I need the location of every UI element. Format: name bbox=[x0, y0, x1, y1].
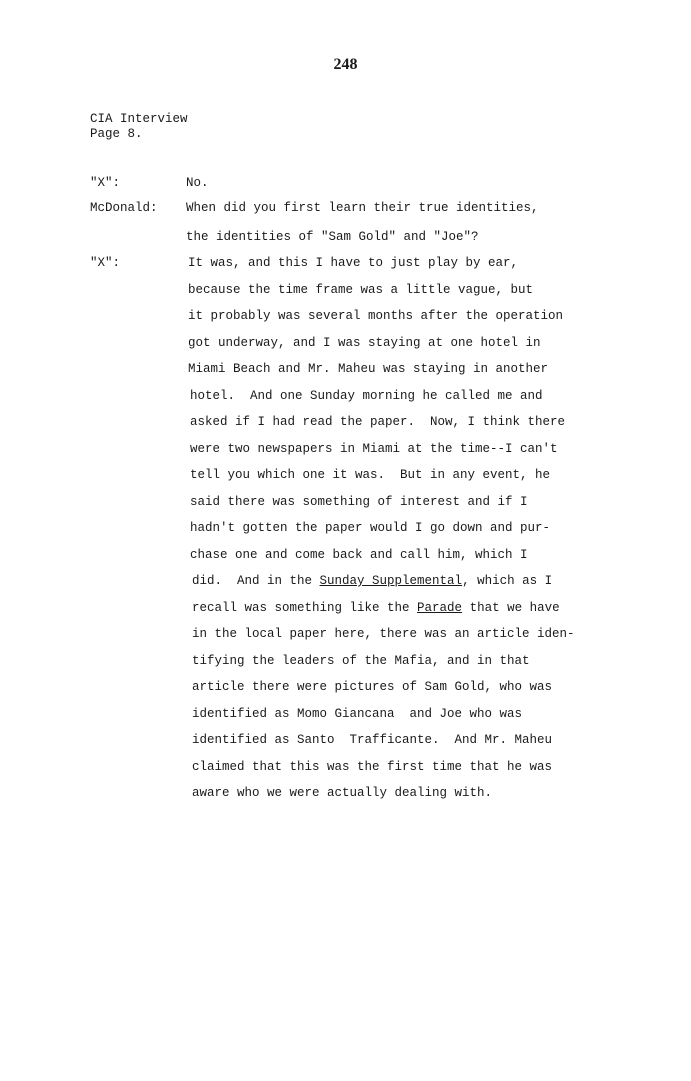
speaker-label: "X": bbox=[90, 256, 121, 270]
transcript-line: said there was something of interest and if I bbox=[190, 494, 528, 509]
transcript-line: asked if I had read the paper. Now, I think there bbox=[190, 415, 566, 429]
transcript-line: it probably was several months after the operation bbox=[188, 309, 564, 323]
transcript-line: chase one and come back and call him, which I bbox=[190, 547, 528, 562]
transcript-line: were two newspapers in Miami at the time--I can't bbox=[190, 441, 558, 456]
transcript-line: tifying the leaders of the Mafia, and in that bbox=[192, 653, 530, 668]
transcript-line: because the time frame was a little vague, but bbox=[188, 282, 534, 297]
transcript-line: aware who we were actually dealing with. bbox=[192, 786, 493, 800]
transcript-line: got underway, and I was staying at one hotel in bbox=[188, 335, 541, 350]
transcript-line: hotel. And one Sunday morning he called me and bbox=[190, 388, 543, 403]
line-text: that we have bbox=[462, 600, 560, 615]
transcript-line: the identities of "Sam Gold" and "Joe"? bbox=[186, 230, 479, 244]
transcript-line: article there were pictures of Sam Gold, who was bbox=[192, 680, 553, 694]
transcript-line: claimed that this was the first time that he was bbox=[192, 759, 553, 774]
transcript-line: identified as Santo Trafficante. And Mr. Maheu bbox=[192, 733, 553, 747]
line-text: did. And in the bbox=[192, 574, 320, 588]
page-number: 248 bbox=[333, 56, 358, 73]
transcript-line: in the local paper here, there was an article iden- bbox=[192, 627, 575, 641]
transcript-line: tell you which one it was. But in any event, he bbox=[190, 468, 551, 482]
transcript-line: Miami Beach and Mr. Maheu was staying in another bbox=[188, 362, 549, 376]
header-page: Page 8. bbox=[90, 127, 143, 141]
transcript-line: It was, and this I have to just play by ear, bbox=[188, 256, 519, 270]
transcript-line: No. bbox=[186, 176, 209, 190]
speaker-label: "X": bbox=[90, 176, 121, 190]
transcript-line: When did you first learn their true identities, bbox=[186, 201, 539, 215]
underlined-title: Parade bbox=[417, 600, 463, 615]
underlined-title: Sunday Supplemental bbox=[319, 574, 463, 588]
transcript-line bbox=[192, 601, 560, 615]
speaker-label: McDonald: bbox=[90, 201, 158, 215]
document-header bbox=[90, 112, 188, 142]
line-text: , which as I bbox=[462, 574, 553, 588]
line-text: recall was something like the bbox=[192, 600, 418, 615]
header-title: CIA Interview bbox=[90, 112, 188, 126]
transcript-line: identified as Momo Giancana and Joe who was bbox=[192, 706, 523, 721]
transcript-line: hadn't gotten the paper would I go down and pur- bbox=[190, 521, 551, 535]
transcript-line bbox=[192, 574, 552, 588]
